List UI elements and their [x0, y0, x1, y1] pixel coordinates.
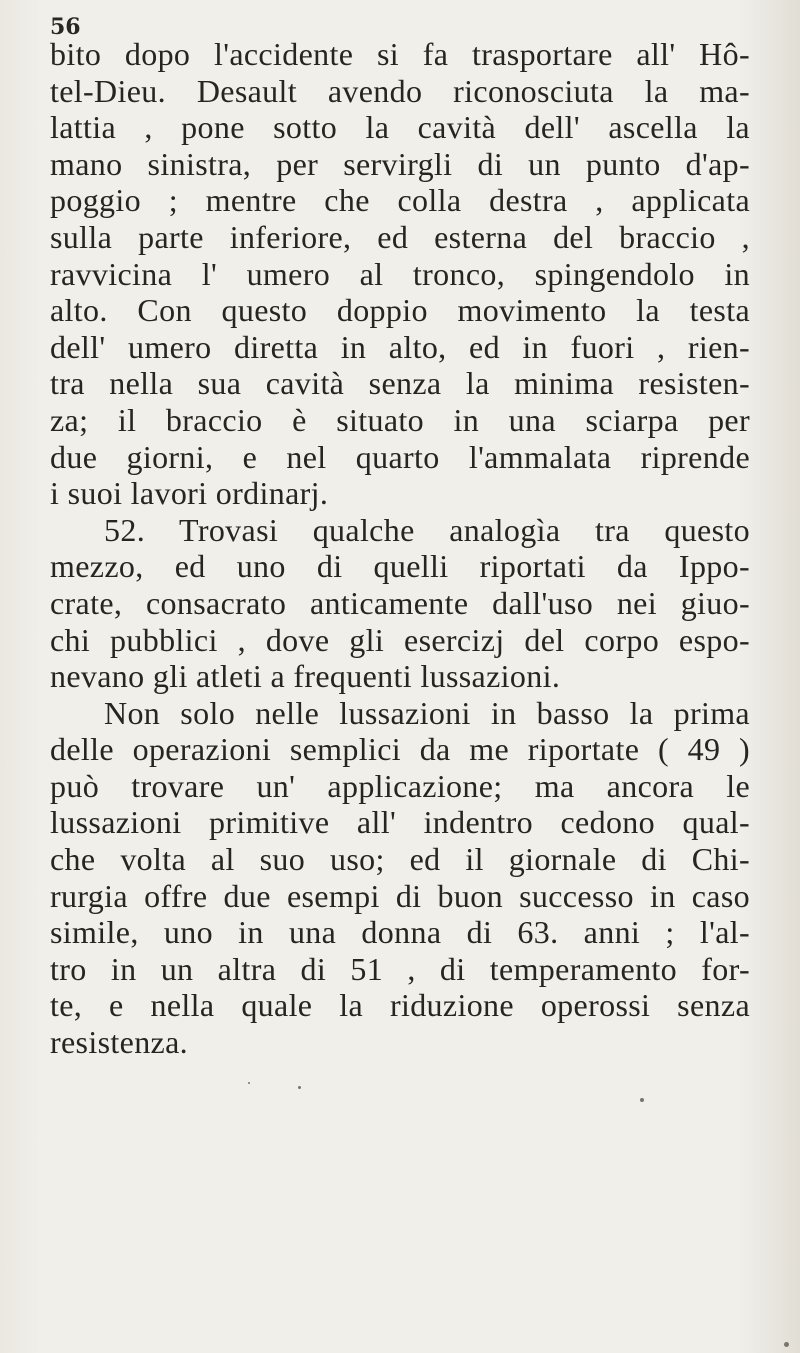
text-line: rurgia offre due esempi di buon successo in caso: [50, 877, 750, 914]
body-text: [50, 36, 750, 1061]
text-line: bito dopo l'accidente si fa trasportare all' Hô-: [50, 36, 750, 72]
paper-speck: [248, 1082, 250, 1084]
text-line: lussazioni primitive all' indentro cedono qual-: [50, 804, 750, 841]
text-line: te, e nella quale la riduzione operossi senza: [50, 987, 750, 1024]
text-line: poggio ; mentre che colla destra , applicata: [50, 182, 750, 219]
text-line: i suoi lavori ordinarj.: [50, 475, 329, 512]
text-line: delle operazioni semplici da me riportate ( 49 ): [50, 731, 750, 768]
text-line: lattia , pone sotto la cavità dell' ascella la: [50, 109, 750, 146]
text-line: resistenza.: [50, 1024, 189, 1061]
text-line: tro in un altra di 51 , di temperamento for-: [50, 950, 750, 987]
text-line: può trovare un' applicazione; ma ancora le: [50, 767, 750, 804]
text-line: mezzo, ed uno di quelli riportati da Ippo-: [50, 548, 750, 585]
text-line: mano sinistra, per servirgli di un punto d'ap-: [50, 145, 750, 182]
paper-speck: [784, 1342, 789, 1347]
text-line: tra nella sua cavità senza la minima resisten-: [50, 365, 750, 402]
paper-speck: [298, 1086, 301, 1089]
text-line: crate, consacrato anticamente dall'uso nei giuo-: [50, 584, 750, 621]
text-line: Non solo nelle lussazioni in basso la prima: [104, 694, 750, 731]
text-line: nevano gli atleti a frequenti lussazioni.: [50, 658, 561, 695]
paper-speck: [640, 1098, 644, 1102]
text-line: 52. Trovasi qualche analogìa tra questo: [104, 511, 750, 548]
text-line: ravvicina l' umero al tronco, spingendolo in: [50, 255, 750, 292]
text-line: za; il braccio è situato in una sciarpa per: [50, 401, 750, 438]
text-line: alto. Con questo doppio movimento la testa: [50, 292, 750, 329]
text-line: sulla parte inferiore, ed esterna del braccio ,: [50, 218, 750, 255]
text-line: due giorni, e nel quarto l'ammalata riprende: [50, 438, 750, 475]
text-line: tel-Dieu. Desault avendo riconosciuta la ma-: [50, 72, 750, 109]
text-line: simile, uno in una donna di 63. anni ; l'al-: [50, 914, 750, 951]
text-line: che volta al suo uso; ed il giornale di Chi-: [50, 841, 750, 878]
page-number: 56: [50, 14, 81, 40]
text-line: chi pubblici , dove gli esercizj del corpo espo-: [50, 621, 750, 658]
text-line: dell' umero diretta in alto, ed in fuori , rien-: [50, 328, 750, 365]
